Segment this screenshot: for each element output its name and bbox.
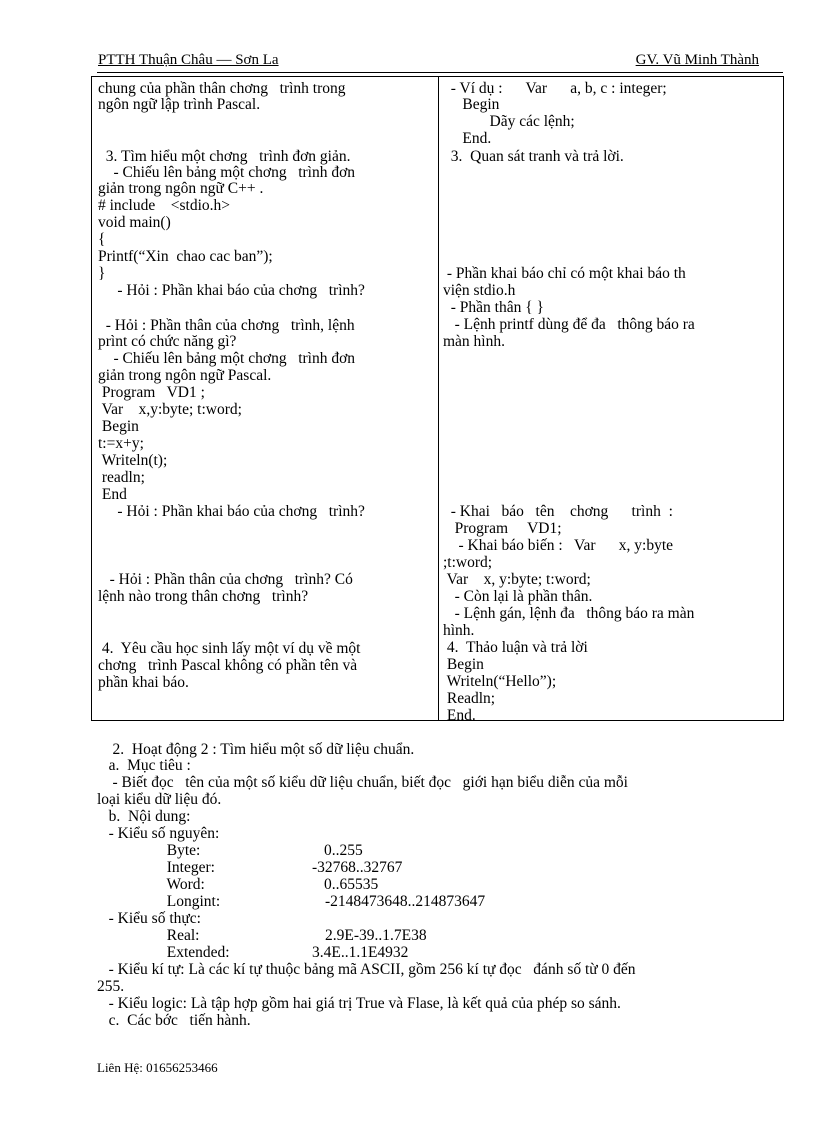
table-line: - Chiếu lên bảng một chơng trình đơn xyxy=(98,164,356,181)
body-line: Longint: xyxy=(97,893,221,910)
body-line: - Kiểu số thực: xyxy=(97,910,201,927)
header-school: PTTH Thuận Châu — Sơn La xyxy=(98,52,279,68)
table-line: 3. Tìm hiểu một chơng trình đơn giản. xyxy=(98,148,351,165)
body-line: Extended: xyxy=(97,944,230,961)
table-line: ngôn ngữ lập trình Pascal. xyxy=(98,96,261,113)
table-line: Begin xyxy=(443,656,484,673)
header-teacher: GV. Vũ Minh Thành xyxy=(635,52,759,68)
table-line: phần khai báo. xyxy=(98,674,189,691)
table-line: - Còn lại là phần thân. xyxy=(443,588,593,605)
table-line: giản trong ngôn ngữ C++ . xyxy=(98,180,264,197)
table-line: giản trong ngôn ngữ Pascal. xyxy=(98,367,272,384)
body-line: a. Mục tiêu : xyxy=(97,757,191,774)
table-line: - Phần khai báo chỉ có một khai báo th xyxy=(443,265,686,282)
body-line: 2. Hoạt động 2 : Tìm hiểu một số dữ liệu chuẩn. xyxy=(97,741,415,758)
table-line: Var x,y:byte; t:word; xyxy=(98,401,242,418)
body-line: - Biết đọc tên của một số kiểu dữ liệu chuẩn, biết đọc giới hạn biểu diễn của mỗi xyxy=(97,774,628,791)
footer-contact: Liên Hệ: 01656253466 xyxy=(97,1060,218,1075)
table-line: - Khai báo biến : Var x, y:byte xyxy=(443,537,674,554)
table-line: ;t:word; xyxy=(443,554,493,571)
table-line: viện stdio.h xyxy=(443,282,516,299)
table-line: - Chiếu lên bảng một chơng trình đơn xyxy=(98,350,356,367)
body-line: - Kiểu kí tự: Là các kí tự thuộc bảng mã ASCII, gồm 256 kí tự đọc đánh số từ 0 đến xyxy=(97,961,636,978)
table-line: lệnh nào trong thân chơng trình? xyxy=(98,588,309,605)
table-line: - Lệnh printf dùng để đa thông báo ra xyxy=(443,316,695,333)
table-line: prìnt có chức năng gì? xyxy=(98,333,237,350)
table-line: t:=x+y; xyxy=(98,435,144,452)
body-line: c. Các bớc tiến hành. xyxy=(97,1012,251,1029)
range-longint: -2148473648..214873647 xyxy=(325,893,486,910)
table-line: Begin xyxy=(98,418,139,435)
table-line: - Hỏi : Phần khai báo của chơng trình? xyxy=(98,503,365,520)
table-line: chung của phần thân chơng trình trong xyxy=(98,80,346,97)
range-extended: 3.4E..1.1E4932 xyxy=(312,944,409,961)
range-word: 0..65535 xyxy=(324,876,379,893)
lesson-table xyxy=(91,76,784,724)
table-line: Begin xyxy=(443,96,500,113)
table-line: 4. Yêu cầu học sinh lấy một ví dụ về một xyxy=(98,640,361,657)
student-activity-column xyxy=(439,77,783,724)
table-line: - Hỏi : Phần thân của chơng trình, lệnh xyxy=(98,317,355,334)
table-line: End. xyxy=(443,130,492,147)
page-header xyxy=(97,52,783,73)
table-line: 3. Quan sát tranh và trả lời. xyxy=(443,148,624,165)
body-line: - Kiểu logic: Là tập hợp gồm hai giá trị True và Flase, là kết quả của phép so sánh. xyxy=(97,995,621,1012)
range-real: 2.9E-39..1.7E38 xyxy=(325,927,427,944)
body-line: b. Nội dung: xyxy=(97,808,191,825)
table-line: Dãy các lệnh; xyxy=(443,113,575,130)
table-line: Program VD1; xyxy=(443,520,562,537)
table-line: Writeln(“Hello”); xyxy=(443,673,557,690)
table-line: End. xyxy=(443,707,476,724)
table-line: Writeln(t); xyxy=(98,452,168,469)
body-line: Integer: xyxy=(97,859,215,876)
table-line: Program VD1 ; xyxy=(98,384,205,401)
table-line: - Lệnh gán, lệnh đa thông báo ra màn xyxy=(443,605,695,622)
body-line: Byte: xyxy=(97,842,201,859)
table-line: Readln; xyxy=(443,690,496,707)
body-line: Word: xyxy=(97,876,205,893)
table-line: chơng trình Pascal không có phần tên và xyxy=(98,657,358,674)
teacher-activity-column xyxy=(92,77,439,720)
range-byte: 0..255 xyxy=(324,842,363,859)
table-line: readln; xyxy=(98,469,145,486)
table-line: Printf(“Xin chao cac ban”); xyxy=(98,248,273,265)
table-line: - Phần thân { } xyxy=(443,299,544,316)
table-line: End xyxy=(98,486,127,503)
table-line: - Khai báo tên chơng trình : xyxy=(443,503,673,520)
table-line: void main() xyxy=(98,214,171,231)
body-line: 255. xyxy=(97,978,125,995)
body-line: Real: xyxy=(97,927,200,944)
table-line: màn hình. xyxy=(443,333,505,350)
table-line: - Hỏi : Phần khai báo của chơng trình? xyxy=(98,282,365,299)
table-line: - Hỏi : Phần thân của chơng trình? Có xyxy=(98,571,353,588)
range-integer: -32768..32767 xyxy=(312,859,403,876)
table-line: { xyxy=(98,231,106,248)
table-line: hình. xyxy=(443,622,475,639)
table-line: 4. Thảo luận và trả lời xyxy=(443,639,588,656)
table-line: # include <stdio.h> xyxy=(98,197,230,214)
body-line: loại kiểu dữ liệu đó. xyxy=(97,791,222,808)
body-line: - Kiểu số nguyên: xyxy=(97,825,220,842)
table-line: } xyxy=(98,265,106,282)
table-line: Var x, y:byte; t:word; xyxy=(443,571,591,588)
table-line: - Ví dụ : Var a, b, c : integer; xyxy=(443,80,667,97)
